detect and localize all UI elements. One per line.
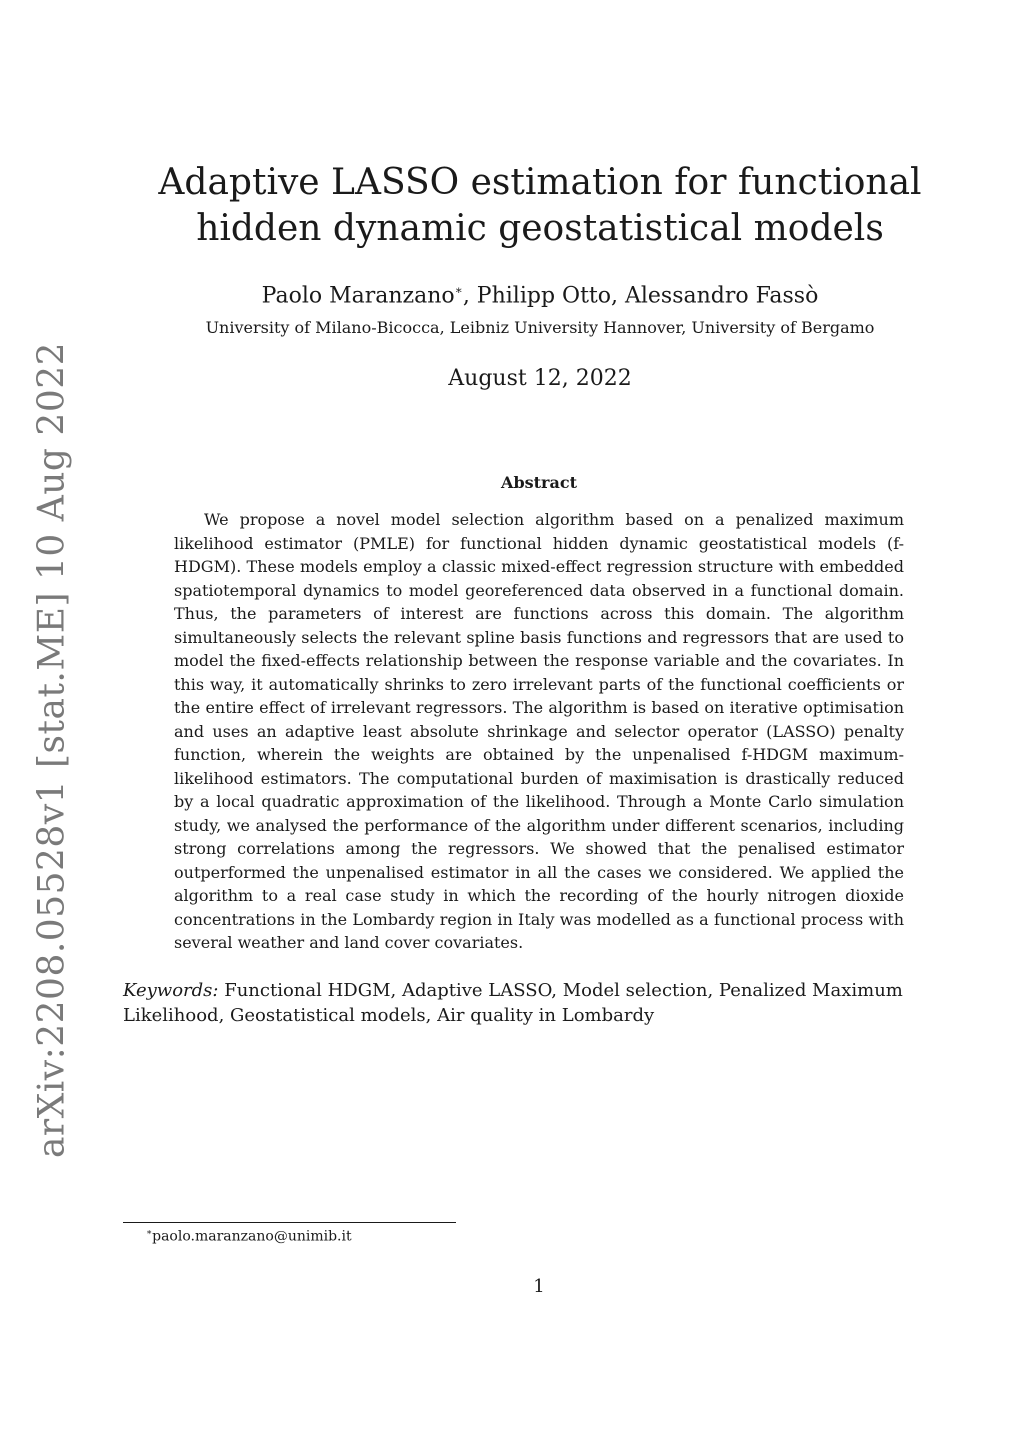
author-list xyxy=(120,283,960,308)
arxiv-identifier[interactable]: arXiv:2208.05528v1 [stat.ME] 10 Aug 2022 xyxy=(31,341,73,1159)
abstract-heading: Abstract xyxy=(501,473,577,492)
keywords-text: Functional HDGM, Adaptive LASSO, Model selection, Penalized Maximum Likelihood, Geostatistical models, Air quality in Lombardy xyxy=(123,980,903,1026)
keywords-label: Keywords: xyxy=(123,980,219,1001)
footnote-email[interactable]: paolo.maranzano@unimib.it xyxy=(152,1228,352,1245)
keywords xyxy=(123,978,958,1028)
author-rest: , Philipp Otto, Alessandro Fassò xyxy=(462,283,819,309)
footnote-mark[interactable]: ∗ xyxy=(454,283,463,297)
footnote-mark-ref: ∗ xyxy=(146,1228,153,1238)
author-first: Paolo Maranzano xyxy=(261,283,455,309)
page-number: 1 xyxy=(533,1276,545,1297)
footnote-divider xyxy=(123,1222,456,1223)
paper-title: Adaptive LASSO estimation for functional hidden dynamic geostatistical models xyxy=(158,162,922,249)
abstract-text: We propose a novel model selection algorithm based on a penalized maximum likelihood estimator (PMLE) for functional hidden dynamic geostatistical models (f-HDGM). These models employ a classic mixed-effect regression structure with embedded spatiotemporal dynamics to model georeferenced data observed in a functional domain. Thus, the parameters of interest are functions across this domain. The algorithm simultaneously selects the relevant spline basis functions and regressors that are used to model the fixed-effects relationship between the response variable and the covariates. In this way, it automatically shrinks to zero irrelevant parts of the functional coefficients or the entire effect of irrelevant regressors. The algorithm is based on iterative optimisation and uses an adaptive least absolute shrinkage and selector operator (LASSO) penalty function, wherein the weights are obtained by the unpenalised f-HDGM maximum-likelihood estimators. The computational burden of maximisation is drastically reduced by a local quadratic approximation of the likelihood. Through a Monte Carlo simulation study, we analysed the performance of the algorithm under different scenarios, including strong correlations among the regressors. We showed that the penalised estimator outperformed the unpenalised estimator in all the cases we considered. We applied the algorithm to a real case study in which the recording of the hourly nitrogen dioxide concentrations in the Lombardy region in Italy was modelled as a functional process with several weather and land cover covariates. xyxy=(174,510,904,952)
publication-date: August 12, 2022 xyxy=(448,366,632,391)
affiliations: University of Milano-Bicocca, Leibniz University Hannover, University of Bergamo xyxy=(205,318,875,337)
footnote xyxy=(146,1228,352,1245)
